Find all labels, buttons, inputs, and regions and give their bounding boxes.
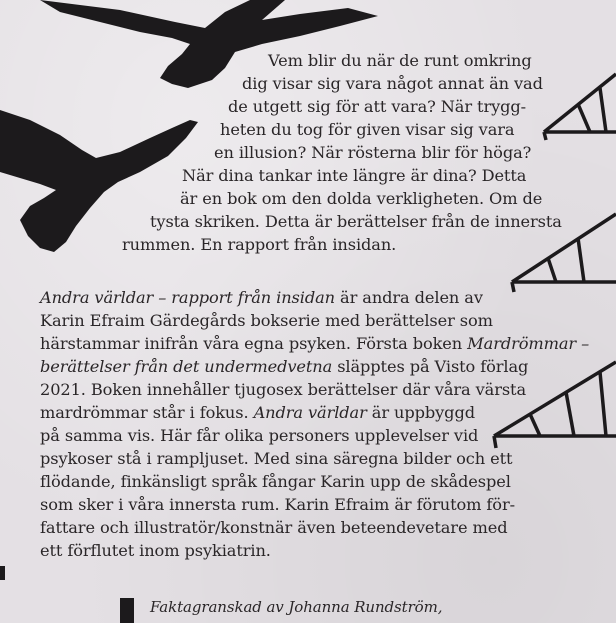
body-line xyxy=(40,357,528,377)
body-line: ett förflutet inom psykiatrin. xyxy=(40,541,271,560)
intro-line: är en bok om den dolda verkligheten. Om de xyxy=(180,189,543,208)
body-line: flödande, finkänsligt språk fångar Karin upp de skådespel xyxy=(40,472,511,491)
body-text: släpptes på Visto förlag xyxy=(332,357,529,376)
ink-mark-left-illustration xyxy=(0,566,5,580)
intro-line: tysta skriken. Detta är berättelser från de innersta xyxy=(150,212,562,231)
body-line xyxy=(40,288,483,308)
body-line: som sker i våra innersta rum. Karin Efraim är förutom för- xyxy=(40,495,515,514)
body-line: på samma vis. Här får olika personers upplevelser vid xyxy=(40,426,479,445)
body-line: fattare och illustratör/konstnär även beteendevetare med xyxy=(40,518,508,537)
credit-line: Faktagranskad av Johanna Rundström, xyxy=(150,598,443,616)
book-title: Mardrömmar – xyxy=(467,334,590,353)
intro-line: de utgett sig för att vara? När trygg- xyxy=(228,97,527,116)
book-title: Andra världar – rapport från insidan xyxy=(40,288,335,307)
intro-line: en illusion? När rösterna blir för höga? xyxy=(214,143,532,162)
body-line: 2021. Boken innehåller tjugosex berättelser där våra värsta xyxy=(40,380,527,399)
body-text: mardrömmar står i fokus. xyxy=(40,403,254,422)
book-title: Andra världar xyxy=(253,403,367,422)
body-line: psykoser stå i rampljuset. Med sina säregna bilder och ett xyxy=(40,449,513,468)
roof-truss-1-illustration xyxy=(544,74,616,140)
ink-mark-bottom-illustration xyxy=(120,598,134,623)
body-text: är andra delen av xyxy=(334,288,483,307)
body-line: Karin Efraim Gärdegårds bokserie med berättelser som xyxy=(40,311,493,330)
body-text: är uppbyggd xyxy=(366,403,475,422)
intro-line: Vem blir du när de runt omkring xyxy=(268,51,532,70)
intro-line: rummen. En rapport från insidan. xyxy=(122,235,397,254)
body-line xyxy=(40,403,475,423)
book-title: berättelser från det undermedvetna xyxy=(40,357,333,376)
intro-line: dig visar sig vara något annat än vad xyxy=(242,74,543,93)
body-text: härstammar inifrån våra egna psyken. Första boken xyxy=(40,334,468,353)
intro-line: När dina tankar inte längre är dina? Detta xyxy=(182,166,527,185)
intro-line: heten du tog för given visar sig vara xyxy=(220,120,515,139)
body-line xyxy=(40,334,589,354)
